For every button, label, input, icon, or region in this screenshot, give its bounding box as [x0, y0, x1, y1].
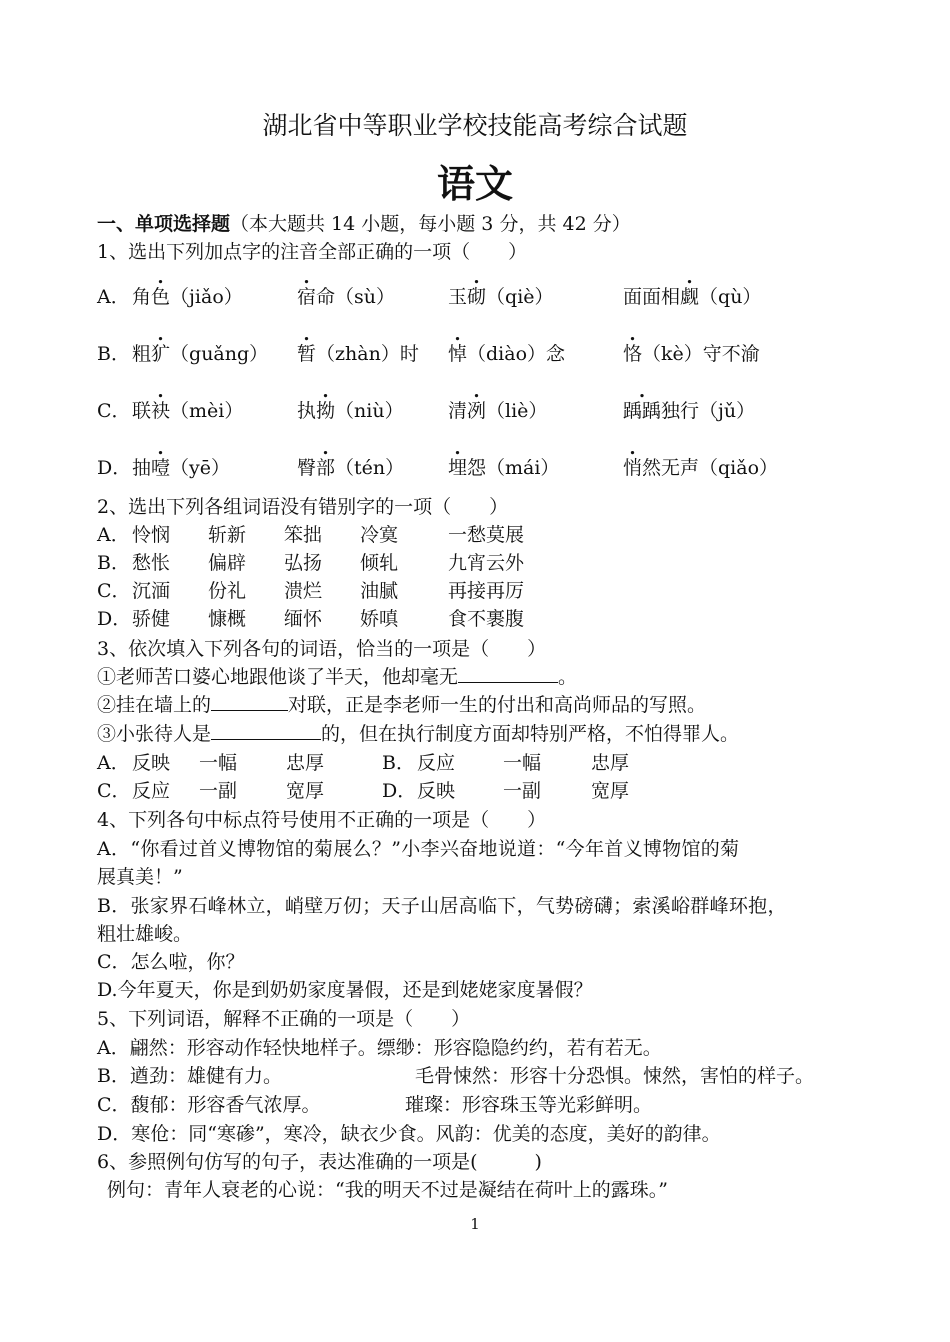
- option-word: 怜悯: [132, 524, 171, 546]
- option-word: 一愁莫展: [448, 524, 525, 546]
- section-title: 一、单项选择题: [97, 213, 231, 235]
- q6-example: 例句：青年人衰老的心说：“我的明天不过是凝结在荷叶上的露珠。”: [107, 1179, 668, 1201]
- option-item: 恪（kè）守不渝: [623, 343, 760, 365]
- section-heading: [97, 211, 631, 237]
- option-label: C．: [97, 400, 131, 422]
- question-3-stem: 3、依次填入下列各句的词语，恰当的一项是（ ）: [97, 638, 547, 660]
- question-5-stem: 5、下列词语，解释不正确的一项是（ ）: [97, 1008, 471, 1030]
- dotted-char: 犷: [151, 343, 171, 365]
- option-item: 玉砌（qiè）: [448, 286, 554, 308]
- dotted-char: 冽: [467, 400, 487, 422]
- option-word: 沉湎: [132, 580, 171, 602]
- q4-option-a-line-2: 展真美！”: [97, 866, 183, 888]
- option-word: 骄健: [132, 608, 171, 630]
- exam-subtitle: 湖北省中等职业学校技能高考综合试题: [262, 111, 688, 140]
- page-number: 1: [470, 1215, 480, 1233]
- dotted-char: 踽踽: [623, 400, 662, 422]
- dotted-char: 暂: [297, 343, 317, 365]
- option-word: 食不裹腹: [448, 608, 525, 630]
- option-word: 娇嗔: [360, 608, 399, 630]
- dotted-char: 袂: [151, 400, 171, 422]
- option-word: 冷寞: [360, 524, 399, 546]
- option-item: 执拗（niù）: [297, 400, 404, 422]
- option-label: C．: [97, 580, 131, 602]
- option-item: 清冽（liè）: [448, 400, 548, 422]
- option-word: 弘扬: [284, 552, 323, 574]
- option-word: 溃烂: [284, 580, 323, 602]
- exam-page: 湖北省中等职业学校技能高考综合试题 语文 一、单项选择题（本大题共 14 小题，每小题 3 分，共 42 分） 1、选出下列加点字的注音全部正确的一项（ ） A． 角色（jiǎo） 宿命（sù） 玉砌（qiè） 面面相觑（qù） B． 粗犷（guǎng） 暂（zhàn）时 悼（diào）念 恪（kè）守不渝 C． 联袂（mèi） 执拗（niù） 清冽（liè） 踽踽独行（jǔ） D． 抽噎（yē） 臀部（tén） 埋怨（mái） 悄然无声（qiǎo） 2、选出下列各组词语没有错别字的一项（ ） A． 怜悯 斩新 笨拙 冷寞 一愁莫展 B． 愁怅 偏辟 弘扬 倾轧 九宵云外 C． 沉湎 份礼 溃烂 油腻 再接再厉 D． 骄健 慷概 缅怀 娇嗔 食不裹腹 3、依次填入下列各句的词语，恰当的一项是（ ） ①老师苦口婆心地跟他谈了半天，他却毫无 。 ②挂在墙上的 对联，正是李老师一生的付出和高尚师品的写照。 ③小张待人是 的，但在执行制度方面却特别严格，不怕得罪人。 A． 反映 一幅 忠厚 B． 反应 一幅 忠厚 C． 反应 一副 宽厚 D． 反映 一副 宽厚 4、下列各句中标点符号使用不正确的一项是（ ） A．“你看过首义博物馆的菊展么？”小李兴奋地说道：“今年首义博物馆的菊 展真美！” B．张家界石峰林立，峭壁万仞；天子山居高临下，气势磅礴；索溪峪群峰环抱， 粗壮雄峻。 C．怎么啦，你？ D.今年夏天，你是到奶奶家度暑假，还是到姥姥家度暑假？ 5、下列词语，解释不正确的一项是（ ） A．翩然：形容动作轻快地样子。缥缈：形容隐隐约约，若有若无。 B．遒劲：雄健有力。 毛骨悚然：形容十分恐惧。悚然，害怕的样子。 C．馥郁：形容香气浓厚。 璀璨：形容珠玉等光彩鲜明。 D．寒伧：同“寒碜”，寒冷，缺衣少食。风韵：优美的态度，美好的韵律。 6、参照例句仿写的句子，表达准确的一项是( ) 例句：青年人衰老的心说：“我的明天不过是凝结在荷叶上的露珠。” 1: [0, 0, 950, 1342]
- dotted-char: 宿: [297, 286, 317, 308]
- dotted-char: 色: [151, 286, 171, 308]
- q5-option-a: A．翩然：形容动作轻快地样子。缥缈：形容隐隐约约，若有若无。: [97, 1037, 662, 1059]
- q3-sentence-3: ③小张待人是 的，但在执行制度方面却特别严格，不怕得罪人。: [97, 723, 740, 745]
- q3-sentence-2: ②挂在墙上的 对联，正是李老师一生的付出和高尚师品的写照。: [97, 694, 707, 716]
- section-note: （本大题共 14 小题，每小题 3 分，共 42 分）: [230, 213, 631, 235]
- dotted-char: 噎: [151, 457, 171, 479]
- option-item: 臀部（tén）: [297, 457, 405, 479]
- fill-blank: [211, 721, 321, 740]
- option-word: 愁怅: [132, 552, 171, 574]
- option-label: B．: [97, 552, 130, 574]
- option-word: 油腻: [360, 580, 399, 602]
- q4-option-d: D.今年夏天，你是到奶奶家度暑假，还是到姥姥家度暑假？: [97, 979, 593, 1001]
- fill-blank: [458, 664, 558, 683]
- dotted-char: 部: [316, 457, 336, 479]
- option-word: 倾轧: [360, 552, 399, 574]
- option-item: 埋怨（mái）: [448, 457, 560, 479]
- option-item: 悄然无声（qiǎo）: [623, 457, 779, 479]
- fill-blank: [211, 692, 288, 711]
- option-label: D．: [97, 457, 132, 479]
- option-word: 缅怀: [284, 608, 323, 630]
- question-2-stem: 2、选出下列各组词语没有错别字的一项（ ）: [97, 496, 509, 518]
- option-item: 踽踽独行（jǔ）: [623, 400, 756, 422]
- dotted-char: 埋: [448, 457, 468, 479]
- dotted-char: 悼: [448, 343, 468, 365]
- option-item: 宿命（sù）: [297, 286, 396, 308]
- option-word: 斩新: [208, 524, 247, 546]
- option-item: 粗犷（guǎng）: [132, 343, 269, 365]
- q4-option-b-line-2: 粗壮雄峻。: [97, 923, 193, 945]
- exam-title: 语文: [436, 162, 513, 206]
- option-label: A．: [97, 524, 130, 546]
- option-word: 再接再厉: [448, 580, 525, 602]
- dotted-char: 觑: [680, 286, 700, 308]
- question-6-stem: 6、参照例句仿写的句子，表达准确的一项是( ): [97, 1151, 542, 1173]
- option-word: 九宵云外: [448, 552, 525, 574]
- option-word: 慷概: [208, 608, 247, 630]
- option-label: D．: [97, 608, 132, 630]
- dotted-char: 悄: [623, 457, 643, 479]
- q5-option-d: D．寒伧：同“寒碜”，寒冷，缺衣少食。风韵：优美的态度，美好的韵律。: [97, 1123, 721, 1145]
- option-item: 面面相觑（qù）: [623, 286, 762, 308]
- option-label: B．: [97, 343, 130, 365]
- dotted-char: 恪: [623, 343, 643, 365]
- dotted-char: 拗: [316, 400, 336, 422]
- option-item: 角色（jiǎo）: [132, 286, 243, 308]
- question-1-stem: 1、选出下列加点字的注音全部正确的一项（ ）: [97, 241, 528, 263]
- option-item: 联袂（mèi）: [132, 400, 244, 422]
- question-4-stem: 4、下列各句中标点符号使用不正确的一项是（ ）: [97, 809, 547, 831]
- q4-option-c: C．怎么啦，你？: [97, 951, 245, 973]
- option-item: 抽噎（yē）: [132, 457, 231, 479]
- option-label: A．: [97, 286, 130, 308]
- q4-option-b-line-1: B．张家界石峰林立，峭壁万仞；天子山居高临下，气势磅礴；索溪峪群峰环抱，: [97, 895, 787, 917]
- dotted-char: 砌: [467, 286, 487, 308]
- option-word: 笨拙: [284, 524, 323, 546]
- q3-sentence-1: ①老师苦口婆心地跟他谈了半天，他却毫无 。: [97, 666, 578, 688]
- option-word: 份礼: [208, 580, 247, 602]
- q4-option-a-line-1: A．“你看过首义博物馆的菊展么？”小李兴奋地说道：“今年首义博物馆的菊: [97, 838, 740, 860]
- option-item: 暂（zhàn）时: [297, 343, 419, 365]
- option-item: 悼（diào）念: [448, 343, 566, 365]
- option-word: 偏辟: [208, 552, 247, 574]
